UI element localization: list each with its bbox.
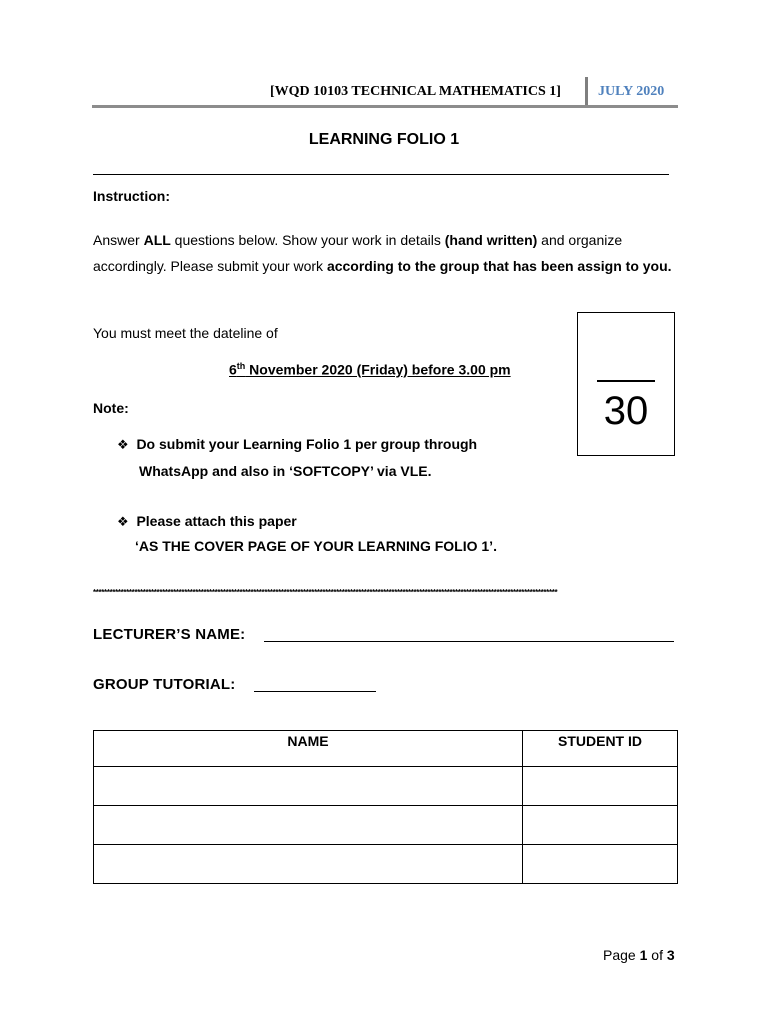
of-word: of <box>647 947 667 963</box>
members-table <box>93 730 678 884</box>
deadline-intro: You must meet the dateline of <box>93 325 278 341</box>
diamond-bullet-icon: ❖ <box>117 437 129 452</box>
instruction-part: Answer <box>93 232 144 248</box>
page-number <box>603 947 675 963</box>
lecturer-name-label: LECTURER’S NAME: <box>93 626 246 643</box>
note-item-1 <box>117 436 477 453</box>
column-header-student-id: STUDENT ID <box>523 731 678 767</box>
student-id-cell[interactable] <box>523 845 678 884</box>
note-item-1-line-2: WhatsApp and also in ‘SOFTCOPY’ via VLE. <box>139 463 432 479</box>
instruction-part: and organize accordingly. Please submit your work <box>93 232 623 274</box>
instruction-emphasis: ALL <box>143 232 171 248</box>
asterisk-separator: ************************************************************************************************************************************************************************ <box>93 588 558 597</box>
course-code-header: [WQD 10103 TECHNICAL MATHEMATICS 1] <box>270 84 561 99</box>
deadline-date <box>229 361 511 378</box>
title-rule <box>93 174 669 175</box>
diamond-bullet-icon: ❖ <box>117 514 129 529</box>
session-header: JULY 2020 <box>598 84 665 99</box>
total-pages: 3 <box>666 947 675 963</box>
instruction-text <box>93 228 683 279</box>
name-cell[interactable] <box>94 767 523 806</box>
note-label: Note: <box>93 400 129 416</box>
student-id-cell[interactable] <box>523 767 678 806</box>
note-item-2-line-2: ‘AS THE COVER PAGE OF YOUR LEARNING FOLIO 1’. <box>135 538 497 554</box>
note-item-1-line-1: Do submit your Learning Folio 1 per group through <box>136 436 478 452</box>
deadline-rest: November 2020 (Friday) before 3.00 pm <box>245 361 511 378</box>
instruction-emphasis: according to the group that has been assign to you. <box>326 257 672 274</box>
document-title: LEARNING FOLIO 1 <box>308 131 460 148</box>
column-header-name: NAME <box>94 731 523 767</box>
score-total: 30 <box>603 389 649 433</box>
header-divider <box>585 77 588 105</box>
note-item-2-line-1: Please attach this paper <box>136 513 297 529</box>
current-page: 1 <box>639 947 648 963</box>
table-row <box>94 845 678 884</box>
lecturer-name-blank <box>264 641 674 642</box>
instruction-part: questions below. Show your work in details <box>170 232 445 248</box>
deadline-day: 6 <box>229 361 237 378</box>
group-tutorial-label: GROUP TUTORIAL: <box>93 676 236 693</box>
table-row <box>94 767 678 806</box>
instruction-emphasis: (hand written) <box>444 232 538 248</box>
deadline-superscript: th <box>236 361 246 371</box>
table-header-row <box>94 731 678 767</box>
name-cell[interactable] <box>94 806 523 845</box>
header-rule <box>92 105 678 108</box>
student-id-cell[interactable] <box>523 806 678 845</box>
page-word: Page <box>603 947 640 963</box>
group-tutorial-blank <box>254 691 376 692</box>
note-item-2 <box>117 513 297 530</box>
table-row <box>94 806 678 845</box>
instruction-label: Instruction: <box>93 188 170 204</box>
name-cell[interactable] <box>94 845 523 884</box>
score-blank-line <box>597 380 655 382</box>
